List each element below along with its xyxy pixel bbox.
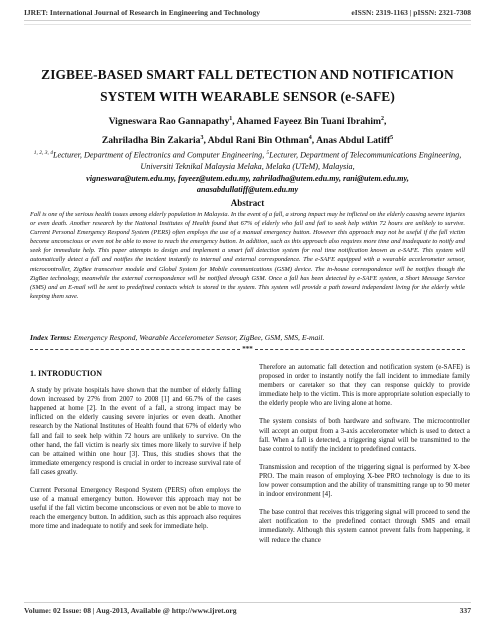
- divider-dash-left: [30, 349, 240, 350]
- author-name: Anas Abdul Latiff: [316, 135, 391, 147]
- issn: eISSN: 2319-1163 | pISSN: 2321-7308: [351, 8, 471, 17]
- author-emails-2: anasabdullatiff@utem.edu.my: [196, 185, 299, 195]
- author-mark: 5: [390, 135, 394, 142]
- author-mark: 3: [200, 135, 204, 142]
- index-terms-text: Emergency Respond, Wearable Accelerometer Sensor, ZigBee, GSM, SMS, E-mail.: [71, 333, 325, 342]
- author-mark: 1: [229, 116, 233, 122]
- left-column: [30, 369, 241, 541]
- section-heading-introduction: 1. INTRODUCTION: [30, 369, 103, 378]
- author-name: Zahriladha Bin Zakaria: [101, 135, 201, 147]
- paragraph: The system consists of both hardware and software. The microcontroller will accept an output from a 3-axis accelerometer which is used to detect a fall. When a fall is detected, a triggering signal will be transmitted to the base control to notify the incident to predefined contacts.: [259, 418, 470, 453]
- header-rule: [24, 24, 471, 25]
- index-terms-label: Index Terms:: [30, 333, 72, 342]
- journal-name: IJRET: International Journal of Research in Engineering and Technology: [24, 8, 261, 17]
- author-list: [20, 111, 475, 149]
- title-line-1: ZIGBEE-BASED SMART FALL DETECTION AND NOTIFICATION: [41, 67, 454, 82]
- footer-volume-info: Volume: 02 Issue: 08 | Aug-2013, Available @ http://www.ijret.org: [24, 606, 237, 615]
- paragraph: Therefore an automatic fall detection and notification system (e-SAFE) is proposed in order to instantly notify the fall incident to immediate family members or caretaker so that they can response quickly to provide immediate help to the victim. This is more appropriate solution especially to the elderly people who are living alone at home.: [259, 364, 470, 408]
- title-line-2: SYSTEM WITH WEARABLE SENSOR (e-SAFE): [100, 89, 395, 104]
- index-terms: [30, 333, 465, 343]
- abstract-heading: Abstract: [230, 198, 265, 208]
- paper-title: [20, 64, 475, 108]
- affiliation: [22, 148, 473, 196]
- affiliation-marks: 1, 2, 3, 4: [33, 150, 53, 156]
- page-footer: [24, 602, 471, 615]
- author-mark: 4: [308, 135, 312, 142]
- affiliation-part-2: Lecturer, Department of Telecommunications Engineering, Universiti Teknikal Malaysia Melaka, Melaka (UTeM), Malaysia,: [140, 150, 462, 172]
- running-header: [24, 8, 471, 21]
- divider-dash-right: [255, 349, 465, 350]
- author-name: Ahamed Fayeez Bin Tuani Ibrahim: [236, 116, 381, 128]
- author-name: Vigneswara Rao Gannapathy: [108, 116, 230, 128]
- abstract-text: Fall is one of the serious health issues among elderly population in Malaysia. In the event of a fall, a strong impact may be inflicted on the elderly causing severe injuries or even death. Another research by the National Institutes of Health found that 67% of elderly who fall and fail to seek help within 72 hours are unlikely to survive. Current Personal Emergency Respond System (PERS) often employs the use of a manual emergency button. However this approach may not be useful if the fall victim become unconscious or even not be able to move to reach the emergency button. In addition, such as this approach also requires more time and inadequate to notify and seek for immediate help. This paper attempts to design and implement a smart fall detection system for real time notification known as e-SAFE. This system will automatically detect a fall and notifies the incident instantly to internal and external correspondence. The e-SAFE equipped with a wearable accelerometer sensor, microcontroller, ZigBee transceiver module and Global System for Mobile communications (GSM) device. The in-house correspondence will be notifies though the ZigBee technology, meanwhile the external correspondence will be notified through GSM. Once a fall has been detected by e-SAFE system, a Short Message Service (SMS) and an E-mail will be sent to predefined contacts which is stored in the system. This system will provide a path toward independent living for the elderly while keeping them save.: [30, 211, 465, 300]
- affiliation-mark-5: 5: [266, 150, 270, 156]
- paragraph: Current Personal Emergency Respond System (PERS) often employs the use of a manual emergency button. However this approach may not be useful if the fall victim become unconscious or even not be able to move to reach the emergency button. In addition, such as this approach also requires more time and inadequate to notify and seek for immediate help.: [30, 487, 241, 531]
- page-number: 337: [459, 606, 471, 615]
- author-line-2: Zahriladha Bin Zakaria$^3$, Abdul Rani Bin Othman$^4$, Anas Abdul Latiff$^5$: [101, 135, 394, 147]
- author-name: Abdul Rani Bin Othman: [207, 135, 309, 147]
- paragraph: The base control that receives this triggering signal will proceed to send the alert notification to the predefined contact through SMS and email immediately. Although this system cannot prevent falls from happening, it will reduce the chance: [259, 509, 470, 544]
- affiliation-part-1: Lecturer, Department of Electronics and Computer Engineering,: [52, 150, 267, 160]
- author-emails-1: vigneswara@utem.edu.my, fayeez@utem.edu.my, zahriladha@utem.edu.my, rani@utem.edu.my,: [86, 173, 409, 183]
- author-line-1: Vigneswara Rao Gannapathy$^1$, Ahamed Fayeez Bin Tuani Ibrahim$^2$,: [108, 116, 387, 128]
- paragraph: A study by private hospitals have shown that the number of elderly falling down increased by 27% from 2007 to 2008 [1] and 66.7% of the cases happened at home [2]. In the event of a fall, a strong impact may be inflicted on the elderly causing severe injuries or even death. Another research by the National Institutes of Health found that 67% of elderly who fall and fail to seek help within 72 hours are unlikely to survive. On the other hand, the fall victim is nearly six times more likely to survive if help can be attained within one hour [3]. Thus, this studies shows that the immediate emergency respond is crucial in order to increase survival rate of fall cases greatly.: [30, 387, 241, 476]
- author-mark: 2: [381, 116, 384, 122]
- right-column: [259, 363, 470, 554]
- affiliation-text: [22, 148, 473, 173]
- section-divider: [30, 345, 465, 353]
- paragraph: Transmission and reception of the triggering signal is performed by X-bee PRO. The main reason of employing X-bee PRO technology is due to its low power consumption and the ability of transmitting range up to 90 meter in indoor environment [4].: [259, 463, 470, 499]
- divider-stars: ***: [242, 345, 253, 353]
